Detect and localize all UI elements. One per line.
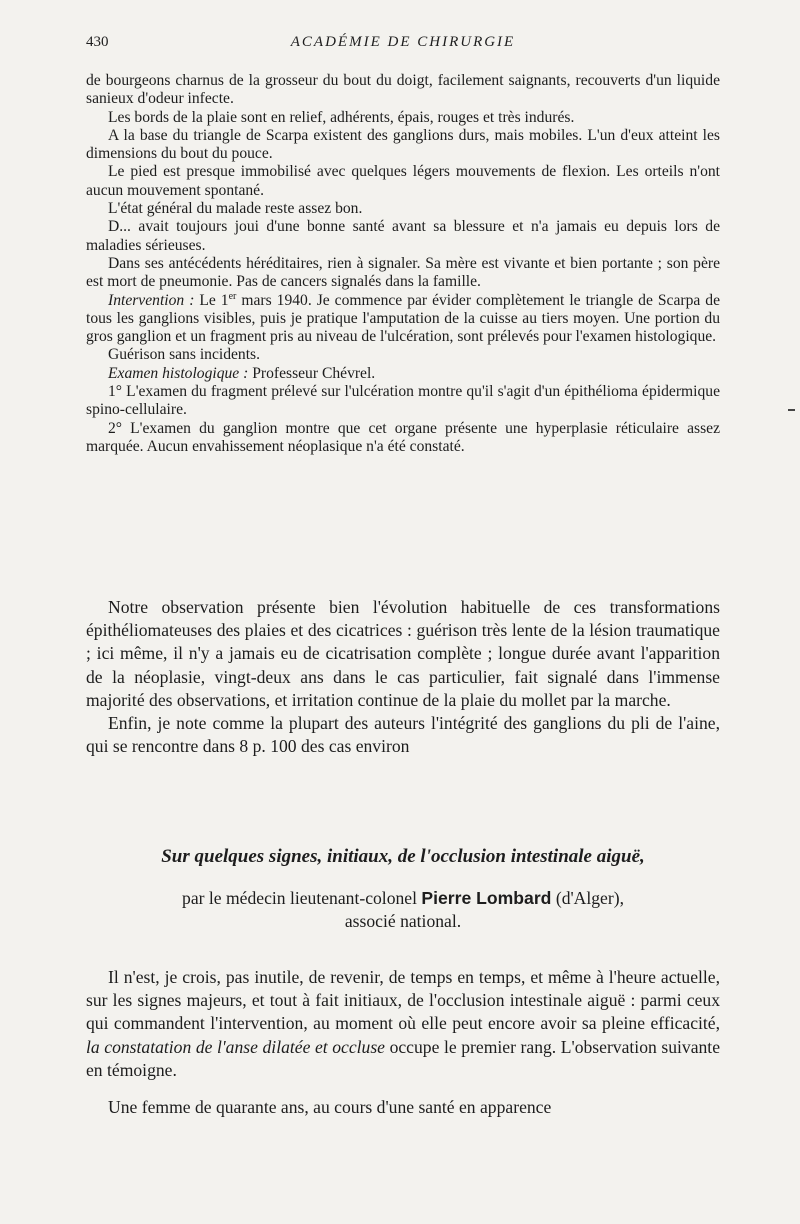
paragraph-intervention: Intervention : Le 1er mars 1940. Je commence par évider complètement le triangle de Scarpa de tous les ganglions visibles, puis je pratique l'amputation de la cuisse au tiers moyen. Une portion du gros ganglion et un fragment pris au niveau de l'ulcération, sont prélevés pour l'examen histologique.	[86, 290, 720, 346]
paragraph: Il n'est, je crois, pas inutile, de revenir, de temps en temps, et même à l'heure actuelle, sur les signes majeurs, et tout à fait initiaux, de l'occlusion intestinale aiguë : parmi ceux qui commandent l'intervention, au moment où elle peut encore avoir sa pleine efficacité, la constatation de l'anse dilatée et occluse occupe le premier rang. L'observation suivante en témoigne.	[86, 967, 720, 1080]
paragraph: Le pied est presque immobilisé avec quelques légers mouvements de flexion. Les orteils n'ont aucun mouvement spontané.	[86, 163, 720, 199]
article-title: Sur quelques signes, initiaux, de l'occlusion intestinale aiguë,	[161, 846, 645, 867]
author-name: Pierre Lombard	[421, 888, 552, 908]
page-number: 430	[86, 34, 109, 50]
paragraph: L'état général du malade reste assez bon.	[108, 200, 363, 218]
italic-phrase: la constatation de l'anse dilatée et occluse	[86, 1036, 385, 1057]
running-title: ACADÉMIE DE CHIRURGIE	[290, 34, 516, 50]
paragraph: 2° L'examen du ganglion montre que cet organe présente une hyperplasie réticulaire assez marquée. Aucun envahissement néoplasique n'a été constaté.	[86, 419, 720, 455]
author-line: par le médecin lieutenant-colonel Pierre Lombard (d'Alger),	[182, 888, 624, 908]
paragraph: D... avait toujours joui d'une bonne santé avant sa blessure et n'a jamais eu depuis lors de maladies sérieuses.	[86, 218, 720, 254]
paragraph: A la base du triangle de Scarpa existent des ganglions durs, mais mobiles. L'un d'eux atteint les dimensions du bout du pouce.	[86, 126, 720, 163]
examen-label: Examen histologique :	[108, 364, 249, 382]
paragraph-examen: Examen histologique : Professeur Chévrel.	[108, 364, 376, 382]
paragraph: de bourgeons charnus de la grosseur du bout du doigt, facilement saignants, recouverts d'un liquide sanieux d'odeur infecte.	[86, 72, 720, 108]
article-body	[86, 966, 720, 1119]
discussion-text	[86, 596, 720, 758]
paragraph: Notre observation présente bien l'évolution habituelle de ces transformations épithéliomateuses des plaies et des cicatrices : guérison très lente de la lésion traumatique ; ici même, il n'y a jamais eu de cicatrisation complète ; longue durée avant l'apparition de la néoplasie, vingt-deux ans dans le cas particulier, fait signalé dans l'immense majorité des observations, et irritation continue de la plaie du mollet par la marche.	[86, 597, 720, 710]
paragraph: 1° L'examen du fragment prélevé sur l'ulcération montre qu'il s'agit d'un épithélioma épidermique spino-cellulaire.	[86, 383, 720, 419]
case-observation-text	[86, 72, 720, 456]
intervention-label: Intervention :	[108, 291, 195, 309]
paragraph: Une femme de quarante ans, au cours d'une santé en apparence	[108, 1097, 552, 1118]
paragraph: Guérison sans incidents.	[108, 346, 261, 364]
page-header	[86, 34, 720, 56]
paragraph: Les bords de la plaie sont en relief, adhérents, épais, rouges et très indurés.	[108, 108, 575, 126]
affiliation: associé national.	[344, 911, 462, 931]
paragraph: Enfin, je note comme la plupart des auteurs l'intégrité des ganglions du pli de l'aine, qui se rencontre dans 8 p. 100 des cas environ	[86, 713, 720, 757]
margin-mark	[788, 409, 795, 411]
byline	[86, 887, 720, 933]
paragraph: Dans ses antécédents héréditaires, rien à signaler. Sa mère est vivante et bien portante ; son père est mort de pneumonie. Pas de cancers signalés dans la famille.	[86, 254, 720, 291]
